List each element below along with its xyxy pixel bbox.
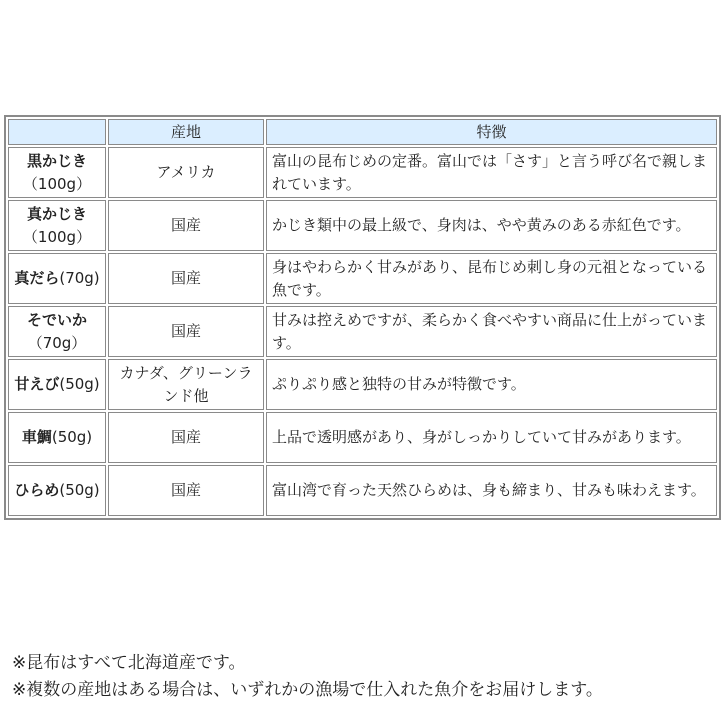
table-header-row — [8, 119, 717, 145]
product-table-container — [4, 115, 721, 520]
header-origin: 産地 — [108, 119, 264, 145]
feature-cell: ぷりぷり感と独特の甘みが特徴です。 — [266, 359, 717, 410]
origin-cell: 国産 — [108, 200, 264, 251]
table-row — [8, 147, 717, 198]
product-name: 甘えび — [14, 375, 60, 393]
origin-cell: 国産 — [108, 412, 264, 463]
product-weight: (50g) — [59, 375, 100, 393]
product-name-cell — [8, 147, 106, 198]
product-weight: （100g） — [22, 174, 92, 193]
product-name: ひらめ — [14, 481, 60, 499]
product-name-cell — [8, 200, 106, 251]
product-table — [6, 117, 719, 518]
origin-cell: カナダ、グリーンランド他 — [108, 359, 264, 410]
product-weight: （100g） — [22, 227, 92, 246]
table-row — [8, 253, 717, 304]
product-weight: (70g) — [59, 269, 100, 287]
product-name: 真だら — [14, 269, 60, 287]
feature-cell: 富山湾で育った天然ひらめは、身も締まり、甘みも味わえます。 — [266, 465, 717, 516]
table-row — [8, 306, 717, 357]
table-row — [8, 465, 717, 516]
origin-cell: アメリカ — [108, 147, 264, 198]
product-name: 車鯛 — [21, 428, 52, 446]
feature-cell: 富山の昆布じめの定番。富山では「さす」と言う呼び名で親しまれています。 — [266, 147, 717, 198]
feature-cell: 身はやわらかく甘みがあり、昆布じめ刺し身の元祖となっている魚です。 — [266, 253, 717, 304]
product-name-cell — [8, 306, 106, 357]
table-row — [8, 359, 717, 410]
product-name-cell — [8, 253, 106, 304]
product-weight: （70g） — [27, 333, 87, 352]
origin-cell: 国産 — [108, 465, 264, 516]
header-feature: 特徴 — [266, 119, 717, 145]
note-line: ※昆布はすべて北海道産です。 — [12, 653, 246, 673]
product-name-cell — [8, 465, 106, 516]
product-weight: (50g) — [59, 481, 100, 499]
origin-cell: 国産 — [108, 253, 264, 304]
feature-cell: かじき類中の最上級で、身肉は、やや黄みのある赤紅色です。 — [266, 200, 717, 251]
product-name: そでいか — [26, 310, 87, 329]
product-name-cell — [8, 359, 106, 410]
feature-cell: 甘みは控えめですが、柔らかく食べやすい商品に仕上がっています。 — [266, 306, 717, 357]
notes — [12, 650, 603, 704]
product-name: 真かじき — [26, 204, 87, 223]
product-weight: (50g) — [51, 428, 93, 446]
table-row — [8, 412, 717, 463]
header-name — [8, 119, 106, 145]
product-name-cell — [8, 412, 106, 463]
product-name: 黒かじき — [26, 151, 87, 170]
origin-cell: 国産 — [108, 306, 264, 357]
table-row — [8, 200, 717, 251]
feature-cell: 上品で透明感があり、身がしっかりしていて甘みがあります。 — [266, 412, 717, 463]
note-line: ※複数の産地はある場合は、いずれかの漁場で仕入れた魚介をお届けします。 — [12, 680, 603, 700]
